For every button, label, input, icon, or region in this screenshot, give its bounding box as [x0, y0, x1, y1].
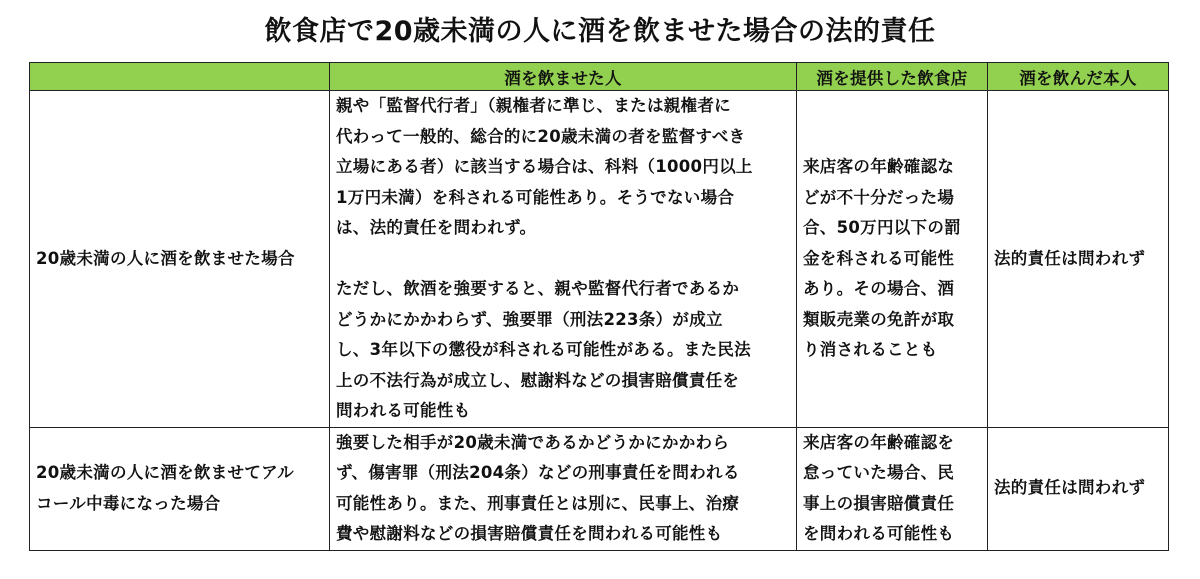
text-line: 代わって一般的、総合的に20歳未満の者を監督すべき	[336, 126, 746, 146]
header-drinker: 酒を飲んだ本人	[988, 63, 1169, 91]
case-cell	[30, 427, 330, 550]
text-line: を問われる可能性も	[803, 524, 955, 543]
text-line: 合、50万円以下の罰	[803, 218, 961, 237]
text-line: 可能性あり。また、刑事責任とは別に、民事上、治療	[336, 493, 740, 513]
header-server: 酒を飲ませた人	[330, 63, 797, 91]
case-line: 20歳未満の人に酒を飲ませた場合	[36, 248, 295, 268]
text-line: は、法的責任を問われず。	[336, 218, 537, 237]
text-line: 来店客の年齢確認を	[803, 432, 955, 452]
text-line: 法的責任は問われず	[994, 248, 1146, 268]
text-line: 1万円未満）を科される可能性あり。そうでない場合	[336, 187, 735, 207]
server-cell	[330, 427, 797, 550]
text-line: ず、傷害罪（刑法204条）などの刑事責任を問われる	[336, 463, 740, 482]
text-line: 法的責任は問われず	[994, 478, 1146, 498]
restaurant-cell	[797, 91, 988, 428]
drinker-cell	[988, 91, 1169, 428]
text-line: 事上の損害賠償責任	[803, 493, 955, 513]
text-line: どが不十分だった場	[803, 187, 955, 207]
text-line: 怠っていた場合、民	[803, 463, 955, 482]
text-line: 問われる可能性も	[336, 401, 471, 420]
text-line: あり。その場合、酒	[803, 279, 955, 298]
text-line: どうかにかかわらず、強要罪（刑法223条）が成立	[336, 309, 723, 329]
header-row	[30, 63, 1169, 91]
liability-table	[29, 62, 1169, 551]
restaurant-cell	[797, 427, 988, 550]
table-row	[30, 427, 1169, 550]
case-cell	[30, 91, 330, 428]
text-line: 費や慰謝料などの損害賠償責任を問われる可能性も	[336, 524, 723, 543]
text-line: 立場にある者）に該当する場合は、科料（1000円以上	[336, 157, 753, 176]
text-line: 金を科される可能性	[803, 248, 955, 268]
text-line: 上の不法行為が成立し、慰謝料などの損害賠償責任を	[336, 370, 740, 390]
drinker-cell	[988, 427, 1169, 550]
text-line: 類販売業の免許が取	[803, 309, 955, 329]
text-line: 親や「監督代行者」（親権者に準じ、または親権者に	[336, 96, 731, 115]
text-line: り消されることも	[803, 340, 938, 359]
text-line: 強要した相手が20歳未満であるかどうかにかかわら	[336, 432, 730, 452]
table-row	[30, 91, 1169, 428]
header-case	[30, 63, 330, 91]
paragraph-gap	[336, 244, 790, 275]
text-line: 来店客の年齢確認な	[803, 157, 955, 176]
server-cell	[330, 91, 797, 428]
case-line: コール中毒になった場合	[36, 493, 221, 513]
text-line: ただし、飲酒を強要すると、親や監督代行者であるか	[336, 279, 740, 298]
page-title: 飲食店で20歳未満の人に酒を飲ませた場合の法的責任	[264, 16, 936, 47]
case-line: 20歳未満の人に酒を飲ませてアル	[36, 463, 295, 482]
text-line: し、3年以下の懲役が科される可能性がある。また民法	[336, 340, 751, 359]
header-restaurant: 酒を提供した飲食店	[797, 63, 988, 91]
